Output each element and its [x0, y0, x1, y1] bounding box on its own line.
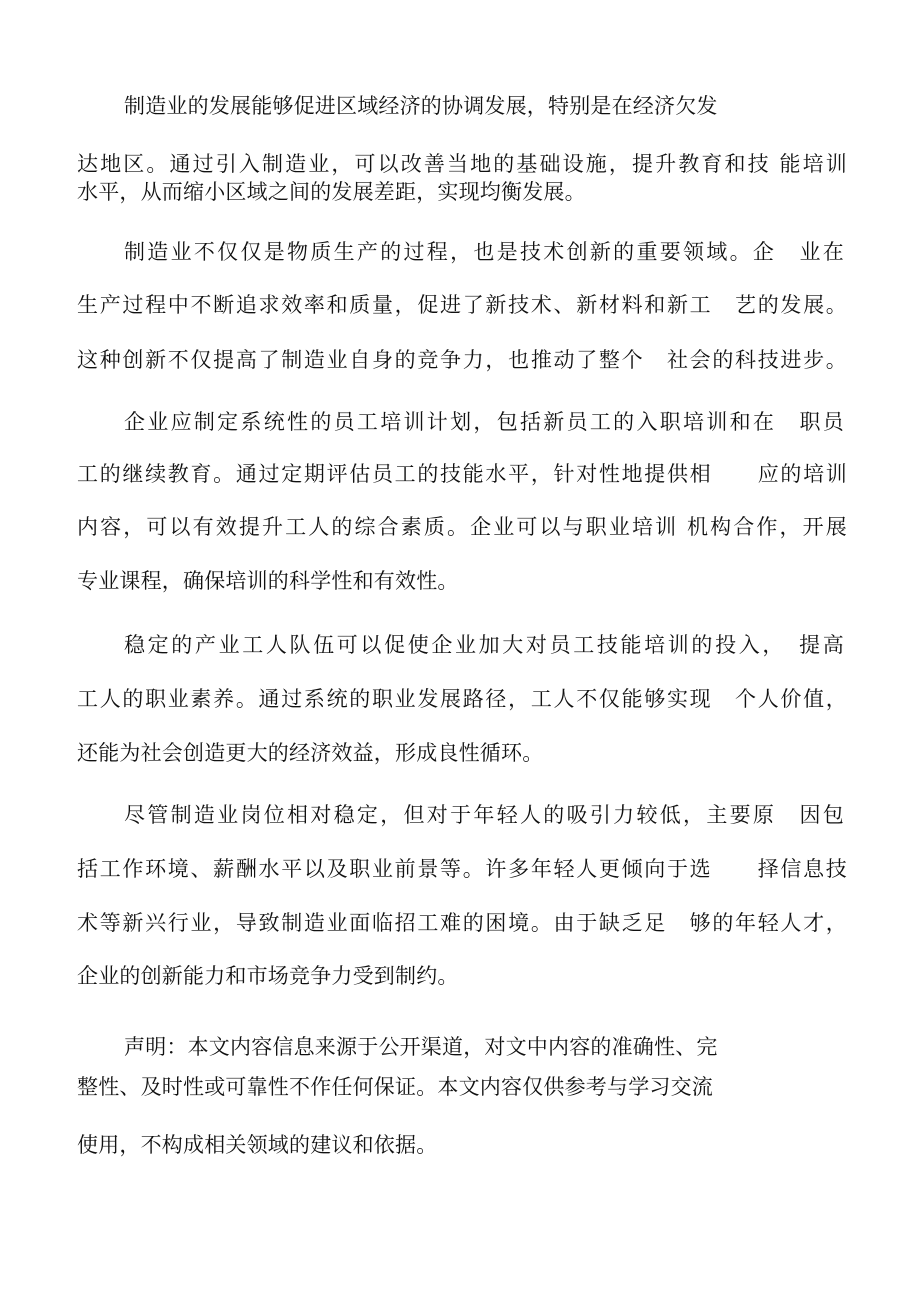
paragraph-3-line-3: 内容，可以有效提升工人的综合素质。企业可以与职业培训 机构合作，开展 — [77, 515, 847, 539]
paragraph-4-line-1: 稳定的产业工人队伍可以促使企业加大对员工技能培训的投入， 提高 — [124, 633, 844, 657]
paragraph-4-line-2: 工人的职业素养。通过系统的职业发展路径，工人不仅能够实现 个人价值， — [77, 687, 847, 711]
paragraph-5-line-2: 括工作环境、薪酬水平以及职业前景等。许多年轻人更倾向于选 择信息技 — [77, 857, 847, 881]
paragraph-4-line-3: 还能为社会创造更大的经济效益，形成良性循环。 — [77, 741, 544, 765]
disclaimer-line-1: 声明：本文内容信息来源于公开渠道，对文中内容的准确性、完 — [124, 1035, 718, 1059]
paragraph-1-line-1: 制造业的发展能够促进区域经济的协调发展，特别是在经济欠发 — [124, 94, 718, 118]
paragraph-5-line-4: 企业的创新能力和市场竞争力受到制约。 — [77, 964, 459, 988]
disclaimer-line-3: 使用，不构成相关领域的建议和依据。 — [77, 1133, 438, 1157]
paragraph-3-line-4: 专业课程，确保培训的科学性和有效性。 — [77, 569, 459, 593]
paragraph-2-line-1: 制造业不仅仅是物质生产的过程，也是技术创新的重要领域。企 业在 — [124, 240, 844, 264]
disclaimer-line-2: 整性、及时性或可靠性不作任何保证。本文内容仅供参考与学习交流 — [77, 1075, 713, 1099]
paragraph-2-line-2: 生产过程中不断追求效率和质量，促进了新技术、新材料和新工 艺的发展。 — [77, 293, 847, 317]
paragraph-2-line-3: 这种创新不仅提高了制造业自身的竞争力，也推动了整个 社会的科技进步。 — [77, 348, 847, 372]
paragraph-1-line-2: 达地区。通过引入制造业，可以改善当地的基础设施，提升教育和技 能培训 — [77, 152, 847, 176]
paragraph-3-line-2: 工的继续教育。通过定期评估员工的技能水平，针对性地提供相 应的培训 — [77, 462, 847, 486]
paragraph-1-line-3: 水平，从而缩小区域之间的发展差距，实现均衡发展。 — [77, 180, 586, 204]
paragraph-5-line-1: 尽管制造业岗位相对稳定，但对于年轻人的吸引力较低，主要原 因包 — [124, 803, 844, 827]
paragraph-5-line-3: 术等新兴行业，导致制造业面临招工难的困境。由于缺乏足 够的年轻人才， — [77, 911, 847, 935]
paragraph-3-line-1: 企业应制定系统性的员工培训计划，包括新员工的入职培训和在 职员 — [124, 410, 844, 434]
